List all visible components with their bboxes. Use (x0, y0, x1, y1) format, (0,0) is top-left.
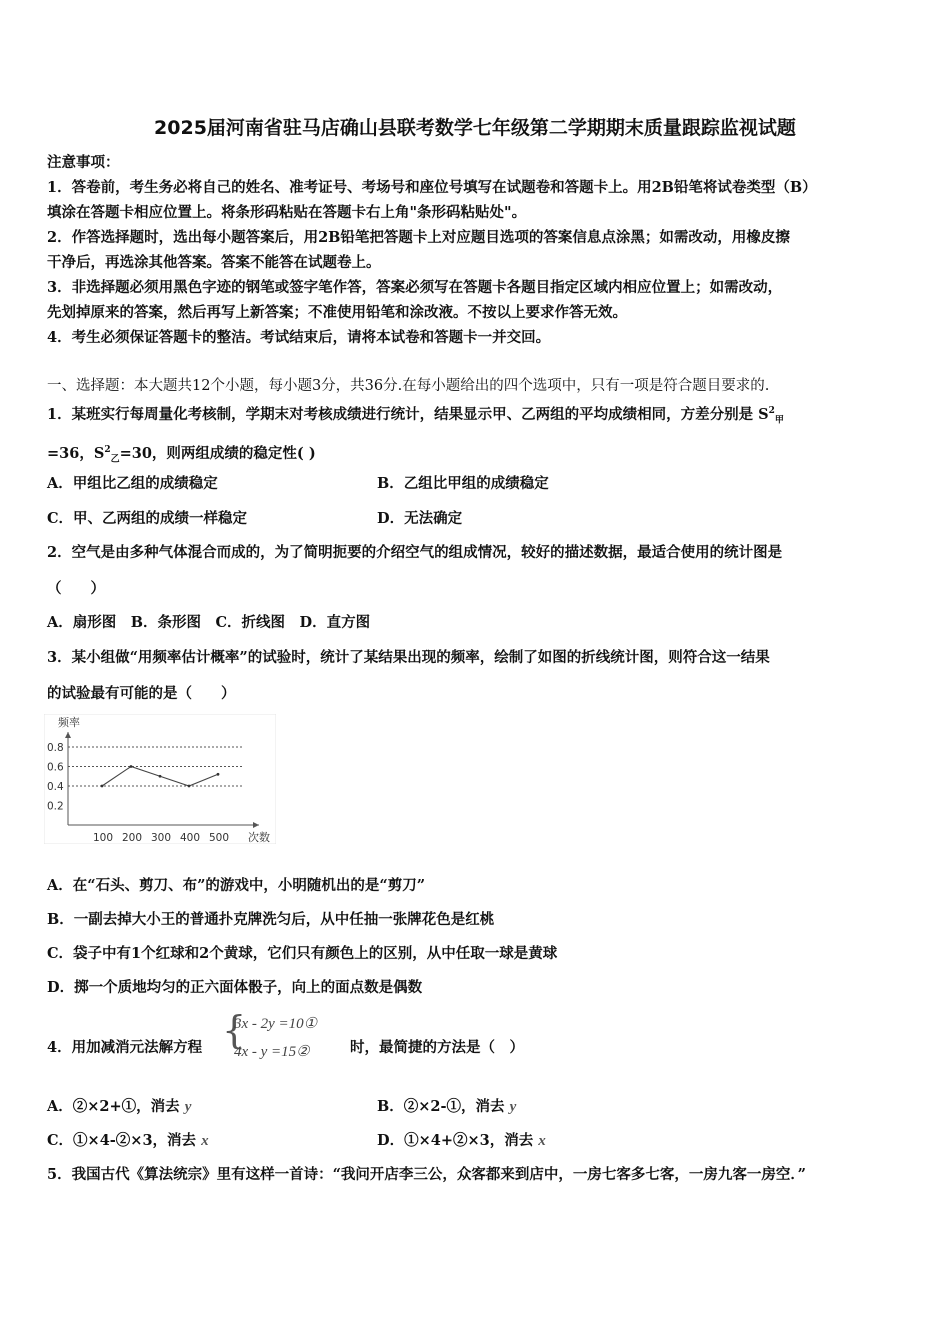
question-1 (47, 401, 784, 431)
question-4-cont: 时，最简捷的方法是（ ） (350, 1039, 524, 1056)
chart-point (130, 765, 133, 768)
option-a-text: A．②×2+①，消去 (47, 1098, 180, 1115)
chart-xtick-label: 400 (180, 832, 201, 844)
frequency-line-chart (44, 714, 276, 844)
option-d (377, 1131, 546, 1151)
question-1-text: =30，则两组成绩的稳定性( ) (119, 444, 316, 462)
chart-point (159, 775, 162, 778)
option-d-text: D．①×4+②×3，消去 (377, 1132, 534, 1149)
option-c: C．袋子中有1个红球和2个黄球，它们只有颜色上的区别，从中任取一球是黄球 (47, 945, 558, 962)
chart-xtick-label: 500 (209, 832, 230, 844)
chart-point (217, 773, 220, 776)
option-b: B．乙组比甲组的成绩稳定 (377, 475, 549, 492)
notice-heading: 注意事项： (47, 154, 120, 171)
chart-point (188, 785, 191, 788)
chart-ylabel: 频率 (58, 716, 80, 729)
chart-ytick-label: 0.4 (47, 781, 64, 793)
option-c-text: C．①×4-②×3，消去 (47, 1132, 197, 1149)
chart-xtick-label: 100 (93, 832, 114, 844)
chart-xtick-label: 200 (122, 832, 143, 844)
question-3-cont: 的试验最有可能的是（ ） (47, 685, 236, 702)
chart-xtick-label: 300 (151, 832, 172, 844)
option-a: A．在“石头、剪刀、布”的游戏中，小明随机出的是“剪刀” (47, 877, 426, 894)
superscript: 2 (768, 406, 775, 416)
option-c (47, 1131, 209, 1151)
variable: y (509, 1099, 517, 1115)
notice-line: 填涂在答题卡相应位置上。将条形码粘贴在答题卡右上角"条形码粘贴处"。 (47, 204, 527, 221)
option-b (377, 1097, 516, 1117)
equation-2: 4x - y =15② (234, 1044, 310, 1060)
notice-line: 干净后，再选涂其他答案。答案不能答在试题卷上。 (47, 254, 381, 271)
subscript: 甲 (774, 415, 784, 426)
notice-line: 先划掉原来的答案，然后再写上新答案；不准使用铅笔和涂改液。不按以上要求作答无效。 (47, 304, 627, 321)
option-d: D．掷一个质地均匀的正六面体骰子，向上的面点数是偶数 (47, 979, 423, 996)
question-3: 3．某小组做“用频率估计概率”的试验时，统计了某结果出现的频率，绘制了如图的折线统计图，则符合这一结果 (47, 649, 770, 666)
notice-line: 4．考生必须保证答题卡的整洁。考试结束后，请将本试卷和答题卡一并交回。 (47, 329, 551, 346)
subscript: 乙 (110, 454, 120, 465)
chart-point (101, 785, 104, 788)
question-1-cont (47, 440, 316, 470)
chart-ytick-label: 0.8 (47, 742, 64, 754)
option-b: B．一副去掉大小王的普通扑克牌洗匀后，从中任抽一张牌花色是红桃 (47, 911, 495, 928)
variable: x (538, 1133, 546, 1149)
option-c: C．甲、乙两组的成绩一样稳定 (47, 510, 248, 527)
chart-ytick-label: 0.2 (47, 800, 64, 813)
notice-line: 3．非选择题必须用黑色字迹的钢笔或签字笔作答，答案必须写在答题卡各题目指定区域内相应位置上；如需改动， (47, 279, 783, 296)
question-1-text: 1．某班实行每周量化考核制，学期末对考核成绩进行统计，结果显示甲、乙两组的平均成绩相同，方差分别是 S (47, 405, 769, 423)
notice-line: 2．作答选择题时，选出每小题答案后，用2B铅笔把答题卡上对应题目选项的答案信息点涂黑；如需改动，用橡皮擦 (47, 229, 790, 246)
notice-line: 1．答卷前，考生务必将自己的姓名、准考证号、考场号和座位号填写在试题卷和答题卡上。用2B铅笔将试卷类型（B） (47, 179, 817, 196)
section-heading: 一、选择题：本大题共12个小题，每小题3分，共36分.在每小题给出的四个选项中，只有一项是符合题目要求的. (47, 378, 770, 394)
chart-xlabel: 次数 (248, 831, 270, 844)
variable: x (201, 1133, 209, 1149)
question-2-options: A．扇形图 B．条形图 C．折线图 D．直方图 (47, 614, 371, 631)
option-a: A．甲组比乙组的成绩稳定 (47, 475, 218, 492)
question-2: 2．空气是由多种气体混合而成的，为了简明扼要的介绍空气的组成情况，较好的描述数据，最适合使用的统计图是 (47, 544, 783, 561)
option-b-text: B．②×2-①，消去 (377, 1098, 505, 1115)
question-1-text: =36，S (47, 444, 105, 462)
question-5: 5．我国古代《算法统宗》里有这样一首诗：“我问开店李三公，众客都来到店中，一房七客多七客，一房九客一房空．” (47, 1166, 807, 1183)
equation-brace: { (222, 1008, 247, 1052)
question-2-cont: （ ） (47, 580, 105, 597)
page-title: 2025届河南省驻马店确山县联考数学七年级第二学期期末质量跟踪监视试题 (154, 117, 796, 139)
option-d: D．无法确定 (377, 510, 463, 527)
equation-1: 3x - 2y =10① (234, 1016, 318, 1032)
variable: y (184, 1099, 192, 1115)
option-a (47, 1097, 191, 1117)
chart-ytick-label: 0.6 (47, 761, 64, 774)
question-4: 4．用加减消元法解方程 (47, 1039, 203, 1056)
superscript: 2 (104, 445, 111, 455)
